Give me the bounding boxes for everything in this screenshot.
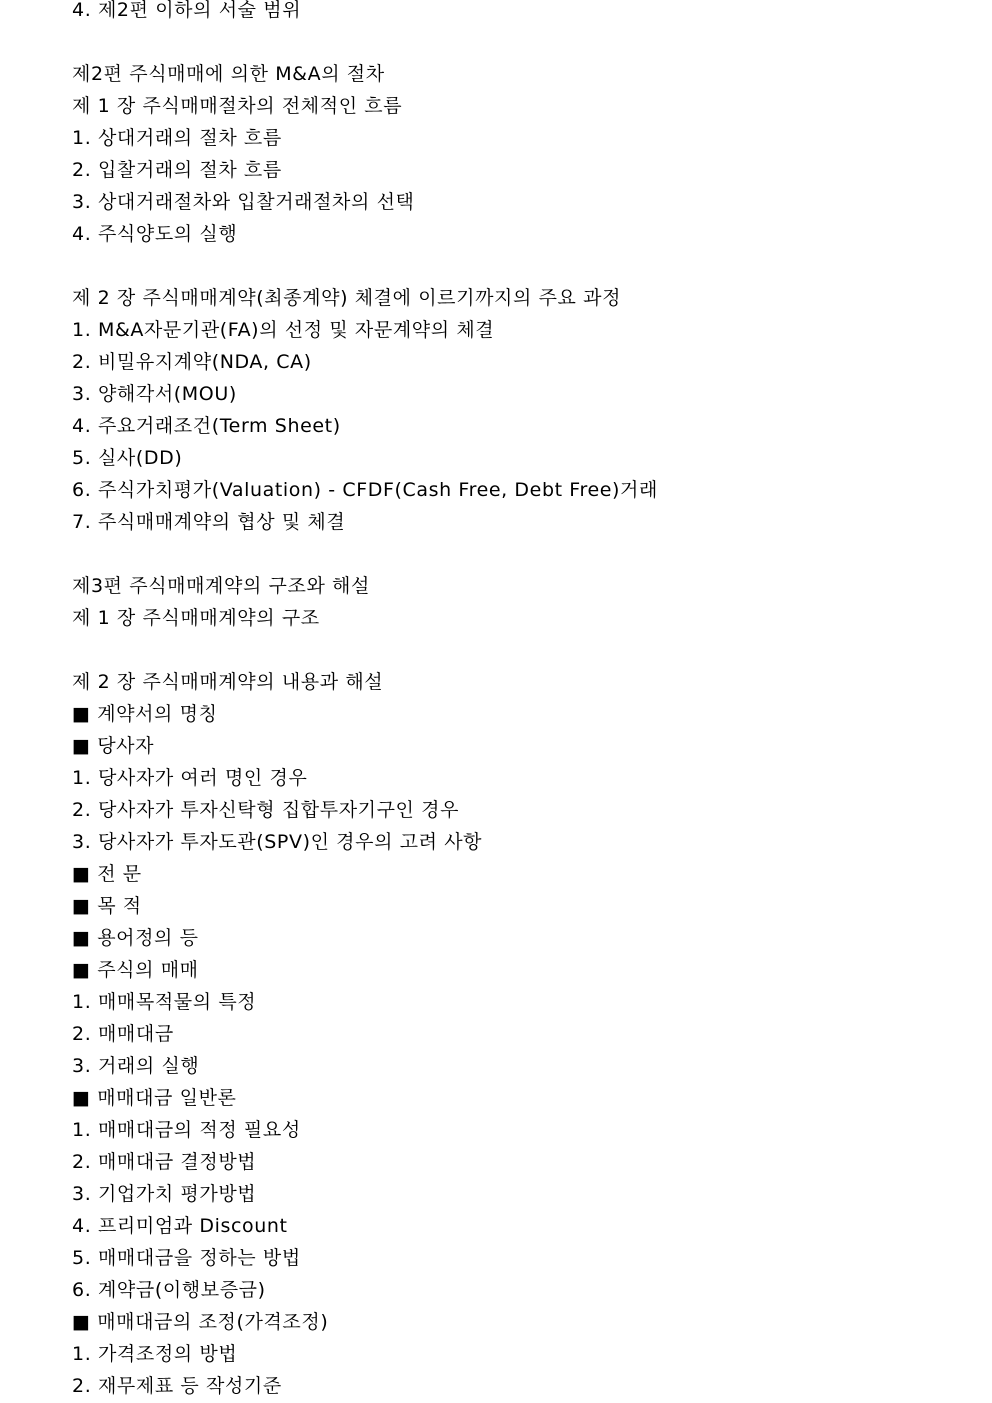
text-line: 6. 주식가치평가(Valuation) - CFDF(Cash Free, Debt Free)거래	[72, 479, 658, 501]
text-line: 5. 실사(DD)	[72, 447, 183, 469]
text-line: 4. 프리미엄과 Discount	[72, 1215, 288, 1237]
text-line: 5. 매매대금을 정하는 방법	[72, 1247, 301, 1269]
text-line: 1. M&A자문기관(FA)의 선정 및 자문계약의 체결	[72, 319, 495, 341]
text-line: ■ 매매대금 일반론	[72, 1087, 237, 1109]
text-line: 1. 매매목적물의 특정	[72, 991, 257, 1013]
blank-line	[72, 250, 972, 282]
text-line: 2. 당사자가 투자신탁형 집합투자기구인 경우	[72, 799, 460, 821]
text-line: 2. 매매대금 결정방법	[72, 1151, 257, 1173]
document-page	[72, 0, 972, 1402]
text-line: 3. 거래의 실행	[72, 1055, 200, 1077]
text-line: 1. 매매대금의 적정 필요성	[72, 1119, 301, 1141]
text-line: 4. 제2편 이하의 서술 범위	[72, 0, 302, 21]
text-line: ■ 계약서의 명칭	[72, 703, 218, 725]
text-line: 2. 입찰거래의 절차 흐름	[72, 159, 282, 181]
blank-line	[72, 634, 972, 666]
text-line: 1. 상대거래의 절차 흐름	[72, 127, 282, 149]
text-line: ■ 당사자	[72, 735, 155, 757]
text-line: 3. 기업가치 평가방법	[72, 1183, 257, 1205]
text-line: 제 1 장 주식매매계약의 구조	[72, 607, 320, 629]
text-line: 2. 매매대금	[72, 1023, 174, 1045]
text-line: 4. 주요거래조건(Term Sheet)	[72, 415, 341, 437]
blank-line	[72, 26, 972, 58]
text-line: ■ 매매대금의 조정(가격조정)	[72, 1311, 329, 1333]
text-line: 제2편 주식매매에 의한 M&A의 절차	[72, 63, 385, 85]
text-line: ■ 목 적	[72, 895, 142, 917]
text-line: 제 2 장 주식매매계약의 내용과 해설	[72, 671, 384, 693]
text-line: 2. 비밀유지계약(NDA, CA)	[72, 351, 312, 373]
text-line: 4. 주식양도의 실행	[72, 223, 238, 245]
text-line: 제 2 장 주식매매계약(최종계약) 체결에 이르기까지의 주요 과정	[72, 287, 622, 309]
text-line: 제3편 주식매매계약의 구조와 해설	[72, 575, 370, 597]
text-line: 6. 계약금(이행보증금)	[72, 1279, 266, 1301]
text-line: 제 1 장 주식매매절차의 전체적인 흐름	[72, 95, 403, 117]
text-line: 3. 당사자가 투자도관(SPV)인 경우의 고려 사항	[72, 831, 483, 853]
text-line: ■ 주식의 매매	[72, 959, 199, 981]
text-line: 3. 양해각서(MOU)	[72, 383, 237, 405]
text-line: ■ 전 문	[72, 863, 142, 885]
text-line: 1. 당사자가 여러 명인 경우	[72, 767, 308, 789]
blank-line	[72, 538, 972, 570]
text-line: 3. 상대거래절차와 입찰거래절차의 선택	[72, 191, 415, 213]
text-line: 1. 가격조정의 방법	[72, 1343, 238, 1365]
text-line: 7. 주식매매계약의 협상 및 체결	[72, 511, 346, 533]
text-line: 2. 재무제표 등 작성기준	[72, 1375, 282, 1397]
text-line: ■ 용어정의 등	[72, 927, 199, 949]
